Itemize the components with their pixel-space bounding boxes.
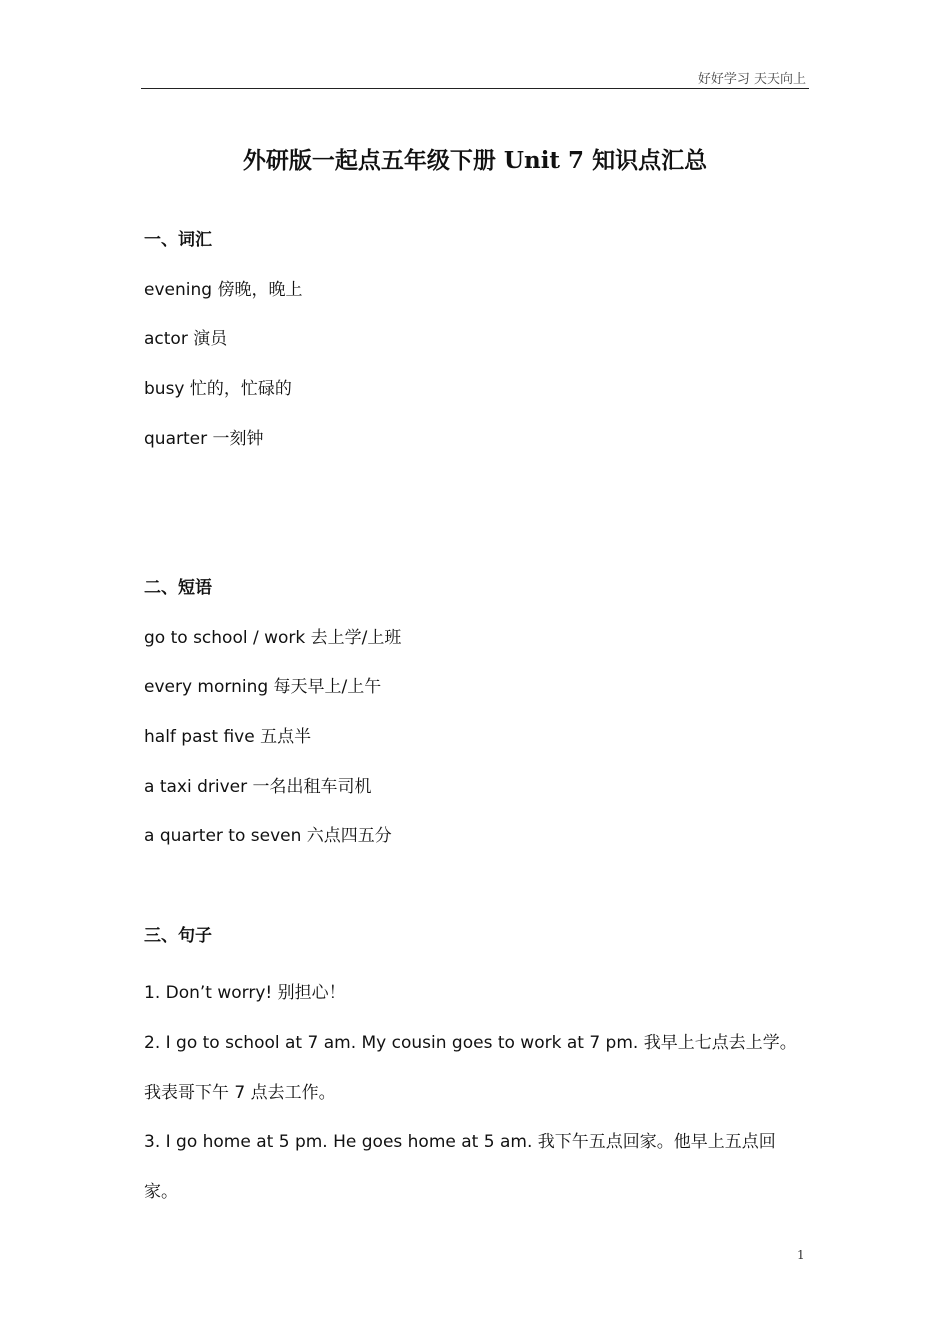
sentence-item: 2. I go to school at 7 am. My cousin goes to work at 7 pm. 我早上七点去上学。我表哥下午 7 点去工作。: [144, 1033, 797, 1103]
phrase-item: go to school / work 去上学/上班: [144, 627, 402, 648]
sentence-item: 1. Don’t worry! 别担心！: [144, 983, 346, 1004]
vocabulary-item: busy 忙的，忙碌的: [144, 379, 292, 400]
document-title: 外研版一起点五年级下册 Unit 7 知识点汇总: [242, 147, 708, 174]
header-divider: [141, 88, 809, 89]
vocabulary-item: quarter 一刻钟: [144, 428, 264, 449]
phrases-heading: 二、短语: [144, 577, 212, 598]
section-spacer: [144, 472, 808, 571]
phrase-item: a taxi driver 一名出租车司机: [144, 776, 372, 797]
sentence-item: 3. I go home at 5 pm. He goes home at 5 am. 我下午五点回家。他早上五点回家。: [144, 1132, 776, 1203]
section-spacer: [144, 870, 808, 920]
vocabulary-heading: 一、词汇: [144, 230, 212, 250]
sentences-heading: 三、句子: [144, 925, 212, 946]
header-motto: 好好学习 天天向上: [697, 72, 806, 87]
phrase-item: a quarter to seven 六点四五分: [144, 826, 392, 847]
phrase-item: every morning 每天早上/上午: [144, 677, 382, 698]
phrase-item: half past five 五点半: [144, 726, 312, 747]
vocabulary-item: evening 傍晚，晚上: [144, 279, 303, 300]
document-body: [144, 224, 808, 1218]
page-number: 1: [797, 1248, 805, 1262]
vocabulary-item: actor 演员: [144, 329, 228, 350]
